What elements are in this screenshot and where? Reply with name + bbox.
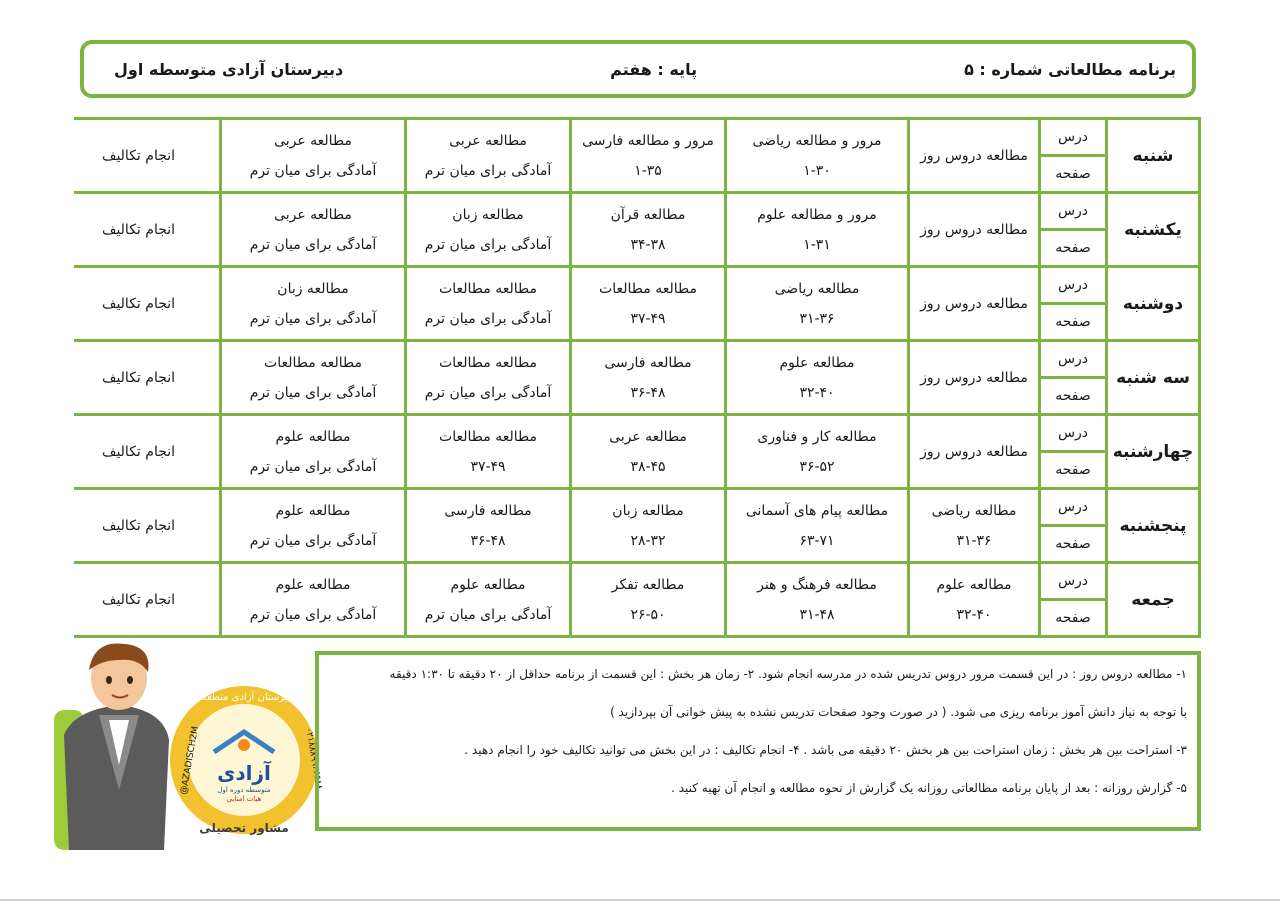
schedule-cell bbox=[572, 120, 724, 191]
grade-label: پایه : هفتم bbox=[610, 59, 698, 79]
schedule-cell bbox=[572, 490, 724, 561]
cell-subject: مطالعه علوم bbox=[936, 576, 1012, 593]
schedule-cell bbox=[222, 416, 404, 487]
notes-box bbox=[315, 651, 1201, 831]
lesson-label: درس bbox=[1041, 194, 1105, 228]
cell-detail: ۳۷-۴۹ bbox=[470, 458, 506, 475]
cell-subject: مطالعه عربی bbox=[449, 132, 527, 149]
badge-sub1: متوسطه دوره اول bbox=[217, 786, 271, 794]
schedule-cell bbox=[222, 268, 404, 339]
schedule-cell bbox=[572, 268, 724, 339]
homework-cell: انجام تکالیف bbox=[58, 342, 219, 413]
cell-subject: مطالعه زبان bbox=[452, 206, 524, 223]
schedule-cell bbox=[727, 490, 907, 561]
cell-detail: ۳۲-۴۰ bbox=[956, 606, 992, 623]
cell-subject: مطالعه پیام های آسمانی bbox=[745, 502, 889, 519]
schedule-cell bbox=[727, 120, 907, 191]
schedule-header bbox=[80, 40, 1196, 98]
note-line: با توجه به نیاز دانش آموز برنامه ریزی می شود. ( در صورت وجود صفحات تدریس نشده به پیش خوانی آن بپردازید ) bbox=[610, 705, 1187, 719]
note-line: ۳- استراحت بین هر بخش : زمان استراحت بین هر بخش ۲۰ دقیقه می باشد . ۴- انجام تکالیف : در این بخش می توانید تکالیف خود را انجام دهید . bbox=[464, 743, 1187, 757]
schedule-cell bbox=[572, 564, 724, 635]
cell-subject: مطالعه دروس روز bbox=[920, 443, 1028, 460]
cell-subject: مطالعه ریاضی bbox=[931, 502, 1017, 519]
cell-detail: آمادگی برای میان ترم bbox=[249, 458, 377, 475]
page-label: صفحه bbox=[1041, 527, 1105, 561]
lesson-label: درس bbox=[1041, 342, 1105, 376]
cell-subject: مطالعه تفکر bbox=[611, 576, 685, 593]
note-line: ۵- گزارش روزانه : بعد از پایان برنامه مطالعاتی روزانه یک گزارش از نحوه مطالعه و انجام آن تهیه کنید . bbox=[671, 781, 1187, 795]
schedule-cell bbox=[407, 120, 569, 191]
schedule-cell bbox=[910, 490, 1038, 561]
cell-subject: مطالعه فارسی bbox=[444, 502, 532, 519]
study-schedule-table bbox=[74, 117, 1201, 638]
schedule-cell bbox=[407, 490, 569, 561]
cell-subject: مرور و مطالعه ریاضی bbox=[752, 132, 882, 149]
schedule-cell bbox=[572, 194, 724, 265]
schedule-cell bbox=[407, 194, 569, 265]
day-label: شنبه bbox=[1108, 120, 1198, 191]
day-label: جمعه bbox=[1108, 564, 1198, 635]
homework-cell: انجام تکالیف bbox=[58, 194, 219, 265]
lesson-label: درس bbox=[1041, 120, 1105, 154]
cell-detail: ۳۱-۳۶ bbox=[799, 310, 835, 327]
schedule-cell bbox=[222, 490, 404, 561]
cell-detail: ۲۸-۳۲ bbox=[630, 532, 666, 549]
lesson-label: درس bbox=[1041, 416, 1105, 450]
cell-detail: آمادگی برای میان ترم bbox=[424, 162, 552, 179]
day-label: یکشنبه bbox=[1108, 194, 1198, 265]
lesson-label: درس bbox=[1041, 490, 1105, 524]
cell-detail: ۳۷-۴۹ bbox=[630, 310, 666, 327]
badge-top-text: دبیرستان آزادی منطقه ۲ bbox=[192, 692, 296, 703]
schedule-cell bbox=[727, 564, 907, 635]
note-line: ۱- مطالعه دروس روز : در این قسمت مرور دروس تدریس شده در مدرسه انجام شود. ۲- زمان هر بخش : این قسمت از برنامه حداقل از ۲۰ دقیقه تا ۱:۳۰ دقیقه bbox=[389, 667, 1187, 681]
day-label: پنجشنبه bbox=[1108, 490, 1198, 561]
schedule-cell bbox=[910, 416, 1038, 487]
schedule-cell bbox=[727, 194, 907, 265]
cell-detail: ۳۶-۵۲ bbox=[799, 458, 835, 475]
page-label: صفحه bbox=[1041, 157, 1105, 191]
cell-detail: آمادگی برای میان ترم bbox=[424, 236, 552, 253]
cell-detail: ۱-۳۵ bbox=[634, 162, 662, 179]
cell-subject: مرور و مطالعه علوم bbox=[757, 206, 877, 223]
cell-subject: مطالعه دروس روز bbox=[920, 369, 1028, 386]
schedule-cell bbox=[407, 564, 569, 635]
cell-detail: ۳۴-۳۸ bbox=[630, 236, 666, 253]
homework-cell: انجام تکالیف bbox=[58, 120, 219, 191]
schedule-cell bbox=[407, 268, 569, 339]
schedule-cell bbox=[407, 342, 569, 413]
cell-subject: مطالعه علوم bbox=[275, 576, 351, 593]
badge-handle: @AZADISCH2M bbox=[179, 725, 201, 796]
schedule-cell bbox=[910, 120, 1038, 191]
cell-detail: ۳۶-۴۸ bbox=[630, 384, 666, 401]
cell-subject: مطالعه قرآن bbox=[610, 206, 686, 223]
cell-subject: مطالعه علوم bbox=[450, 576, 526, 593]
cell-detail: آمادگی برای میان ترم bbox=[249, 532, 377, 549]
schedule-cell bbox=[572, 342, 724, 413]
cell-detail: ۳۶-۴۸ bbox=[470, 532, 506, 549]
cell-detail: آمادگی برای میان ترم bbox=[249, 162, 377, 179]
cell-subject: مطالعه عربی bbox=[609, 428, 687, 445]
page-label: صفحه bbox=[1041, 305, 1105, 339]
cell-subject: مطالعه مطالعات bbox=[439, 354, 537, 371]
cell-subject: مطالعه کار و فناوری bbox=[757, 428, 877, 445]
day-label: چهارشنبه bbox=[1108, 416, 1198, 487]
cell-subject: مطالعه عربی bbox=[274, 206, 352, 223]
cell-subject: مطالعه زبان bbox=[612, 502, 684, 519]
schedule-cell bbox=[572, 416, 724, 487]
schedule-cell bbox=[727, 416, 907, 487]
cell-subject: مطالعه مطالعات bbox=[439, 428, 537, 445]
lesson-label: درس bbox=[1041, 564, 1105, 598]
schedule-cell bbox=[222, 194, 404, 265]
badge-sub2: هیات امنایی bbox=[226, 795, 262, 803]
student-mascot-with-badge bbox=[44, 640, 324, 862]
cell-detail: ۳۲-۴۰ bbox=[799, 384, 835, 401]
cell-detail: آمادگی برای میان ترم bbox=[424, 384, 552, 401]
badge-phone: ۰۲۱۸۸۸۹۹۲۶۵۸۸ bbox=[303, 726, 324, 791]
schedule-cell bbox=[727, 268, 907, 339]
schedule-cell bbox=[407, 416, 569, 487]
cell-detail: آمادگی برای میان ترم bbox=[424, 606, 552, 623]
day-label: سه شنبه bbox=[1108, 342, 1198, 413]
cell-subject: مطالعه علوم bbox=[779, 354, 855, 371]
cell-subject: مطالعه عربی bbox=[274, 132, 352, 149]
cell-subject: مرور و مطالعه فارسی bbox=[582, 132, 714, 149]
schedule-cell bbox=[910, 342, 1038, 413]
cell-subject: مطالعه دروس روز bbox=[920, 147, 1028, 164]
homework-cell: انجام تکالیف bbox=[58, 490, 219, 561]
cell-subject: مطالعه مطالعات bbox=[264, 354, 362, 371]
badge-bottom-text: مشاور تحصیلی bbox=[199, 821, 289, 835]
badge-brand: آزادی bbox=[217, 761, 271, 785]
cell-detail: ۲۶-۵۰ bbox=[630, 606, 666, 623]
cell-detail: ۳۱-۳۶ bbox=[956, 532, 992, 549]
cell-detail: آمادگی برای میان ترم bbox=[424, 310, 552, 327]
schedule-cell bbox=[222, 120, 404, 191]
cell-detail: ۱-۳۱ bbox=[803, 236, 831, 253]
cell-detail: ۳۸-۴۵ bbox=[630, 458, 666, 475]
schedule-cell bbox=[910, 194, 1038, 265]
cell-subject: مطالعه ریاضی bbox=[774, 280, 860, 297]
schedule-cell bbox=[222, 342, 404, 413]
page-label: صفحه bbox=[1041, 601, 1105, 635]
homework-cell: انجام تکالیف bbox=[58, 268, 219, 339]
homework-cell: انجام تکالیف bbox=[58, 416, 219, 487]
page-label: صفحه bbox=[1041, 453, 1105, 487]
homework-cell: انجام تکالیف bbox=[58, 564, 219, 635]
bottom-divider bbox=[0, 899, 1280, 901]
page-label: صفحه bbox=[1041, 379, 1105, 413]
cell-subject: مطالعه علوم bbox=[275, 428, 351, 445]
cell-subject: مطالعه فارسی bbox=[604, 354, 692, 371]
cell-subject: مطالعه دروس روز bbox=[920, 295, 1028, 312]
cell-detail: ۶۳-۷۱ bbox=[799, 532, 835, 549]
cell-subject: مطالعه فرهنگ و هنر bbox=[757, 576, 877, 593]
schedule-cell bbox=[222, 564, 404, 635]
cell-subject: مطالعه مطالعات bbox=[439, 280, 537, 297]
page-label: صفحه bbox=[1041, 231, 1105, 265]
school-name: دبیرستان آزادی متوسطه اول bbox=[114, 59, 344, 79]
program-title: برنامه مطالعاتی شماره : ۵ bbox=[964, 59, 1176, 79]
cell-detail: آمادگی برای میان ترم bbox=[249, 236, 377, 253]
cell-subject: مطالعه زبان bbox=[277, 280, 349, 297]
schedule-cell bbox=[910, 564, 1038, 635]
cell-detail: ۳۱-۴۸ bbox=[799, 606, 835, 623]
cell-subject: مطالعه مطالعات bbox=[599, 280, 697, 297]
cell-subject: مطالعه دروس روز bbox=[920, 221, 1028, 238]
cell-detail: آمادگی برای میان ترم bbox=[249, 310, 377, 327]
schedule-cell bbox=[910, 268, 1038, 339]
schedule-cell bbox=[727, 342, 907, 413]
lesson-label: درس bbox=[1041, 268, 1105, 302]
cell-detail: آمادگی برای میان ترم bbox=[249, 606, 377, 623]
cell-subject: مطالعه علوم bbox=[275, 502, 351, 519]
day-label: دوشنبه bbox=[1108, 268, 1198, 339]
cell-detail: آمادگی برای میان ترم bbox=[249, 384, 377, 401]
cell-detail: ۱-۳۰ bbox=[803, 162, 831, 179]
